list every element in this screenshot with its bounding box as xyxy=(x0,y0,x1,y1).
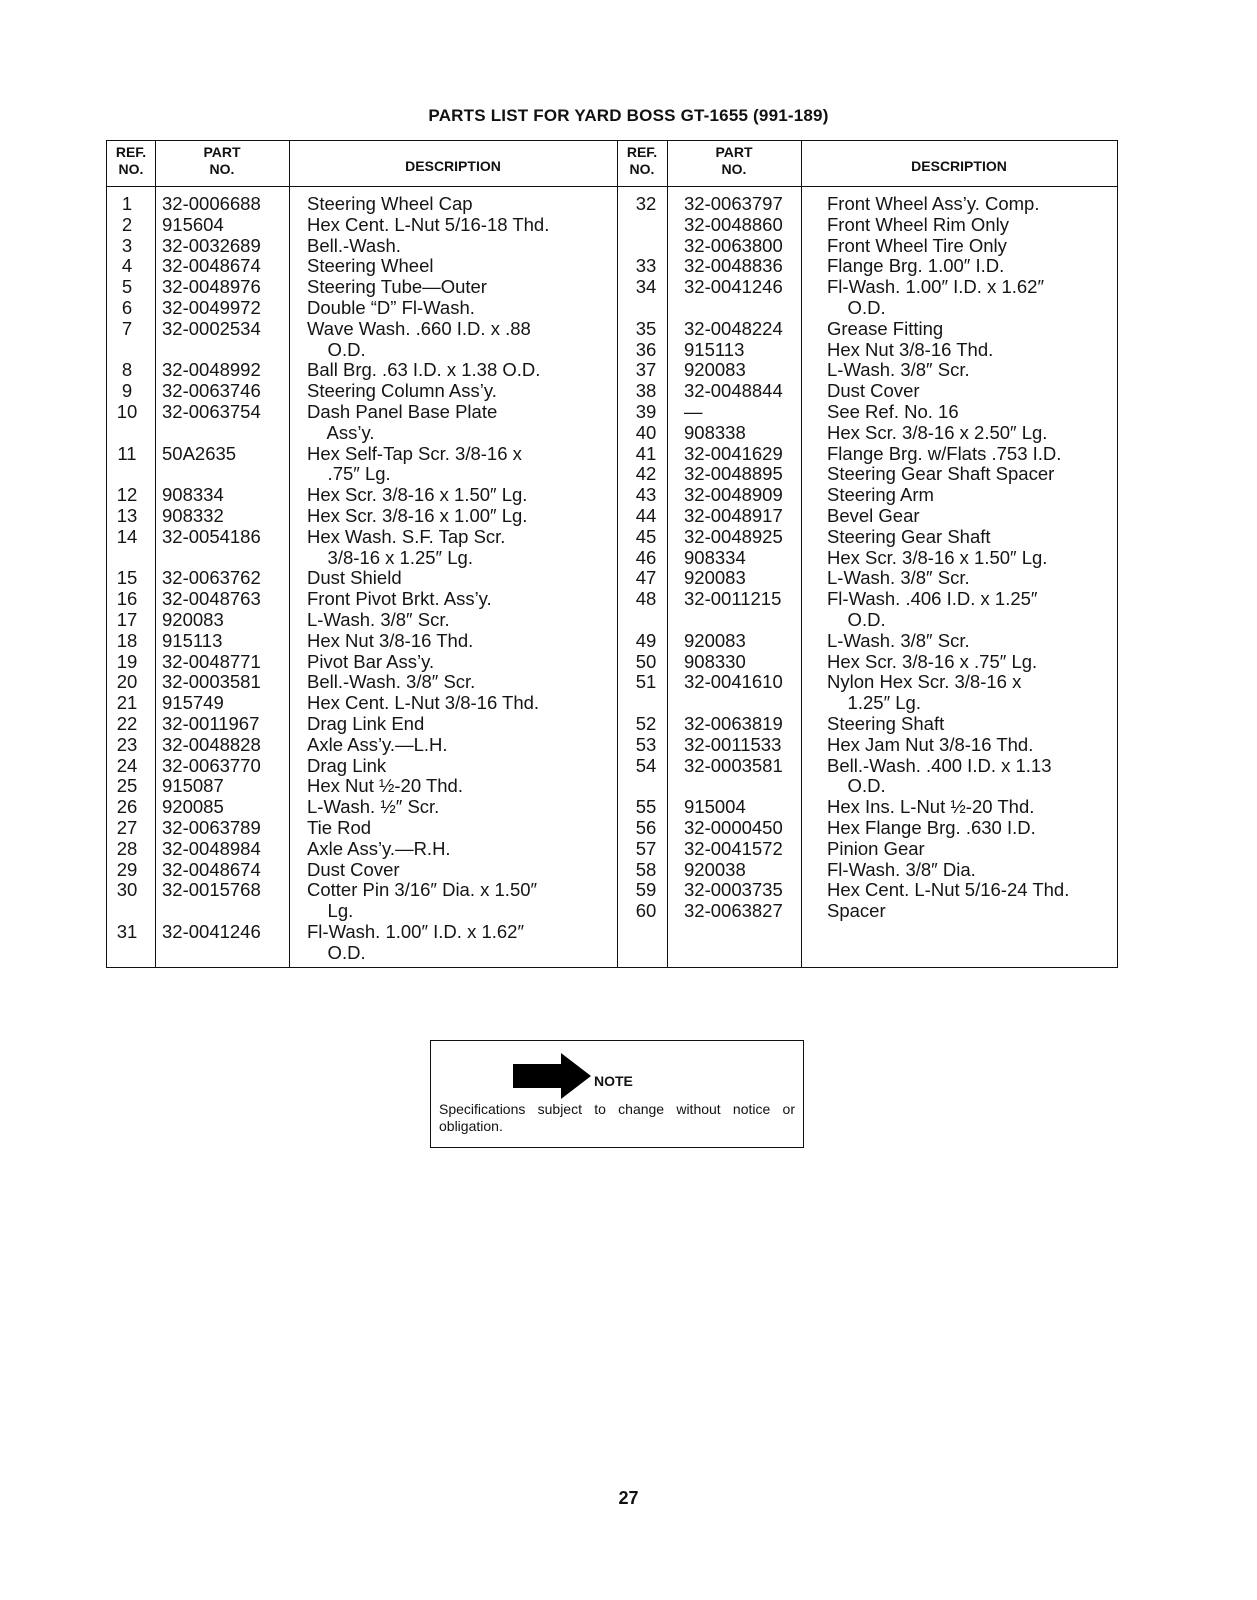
header-description: DESCRIPTION xyxy=(911,158,1007,174)
note-box xyxy=(430,1040,804,1148)
description-column: Steering Wheel Cap Hex Cent. L-Nut 5/16-18 Thd. Bell.-Wash. Steering Wheel Steering Tube—Outer Double “D” Fl-Wash. Wave Wash. .660 I.D. x .88 O.D. Ball Brg. .63 I.D. x 1.38 O.D. Steering Column Ass’y. Dash Panel Base Plate Ass’y. Hex Self-Tap Scr. 3/8-16 x .75″ Lg. Hex Scr. 3/8-16 x 1.50″ Lg. Hex Scr. 3/8-16 x 1.00″ Lg. Hex Wash. S.F. Tap Scr. 3/8-16 x 1.25″ Lg. Dust Shield Front Pivot Brkt. Ass’y. L-Wash. 3/8″ Scr. Hex Nut 3/8-16 Thd. Pivot Bar Ass’y. Bell.-Wash. 3/8″ Scr. Hex Cent. L-Nut 3/8-16 Thd. Drag Link End Axle Ass’y.—L.H. Drag Link Hex Nut ½-20 Thd. L-Wash. ½″ Scr. Tie Rod Axle Ass’y.—R.H. Dust Cover Cotter Pin 3/16″ Dia. x 1.50″ Lg. Fl-Wash. 1.00″ I.D. x 1.62″ O.D. xyxy=(307,193,550,963)
part-no-column: 32-0063797 32-0048860 32-0063800 32-0048836 32-0041246 32-0048224 915113 920083 32-0048844 — 908338 32-0041629 32-0048895 32-0048909 32-0048917 32-0048925 908334 920083 32-0011215 920083 908330 32-0041610 32-0063819 32-0011533 32-0003581 915004 32-0000450 32-0041572 920038 32-0003735 32-0063827 xyxy=(684,193,783,922)
ref-no-column: 1 2 3 4 5 6 7 8 9 10 11 12 13 14 15 16 17 18 19 20 21 22 23 24 25 26 27 28 29 30 31 xyxy=(116,193,138,942)
header-divider xyxy=(107,186,1117,187)
column-divider xyxy=(289,141,290,967)
ref-no-column: 32 33 34 35 36 37 38 39 40 41 42 43 44 45 46 47 48 49 50 51 52 53 54 55 56 57 58 59 60 xyxy=(635,193,657,922)
arrow-right-icon xyxy=(513,1053,593,1099)
header-ref-no: REF. NO. xyxy=(626,144,658,177)
column-divider xyxy=(155,141,156,967)
note-title: NOTE xyxy=(594,1073,633,1089)
part-no-column: 32-0006688 915604 32-0032689 32-0048674 32-0048976 32-0049972 32-0002534 32-0048992 32-0063746 32-0063754 50A2635 908334 908332 32-0054186 32-0063762 32-0048763 920083 915113 32-0048771 32-0003581 915749 32-0011967 32-0048828 32-0063770 915087 920085 32-0063789 32-0048984 32-0048674 32-0015768 32-0041246 xyxy=(162,193,261,942)
page-title: PARTS LIST FOR YARD BOSS GT-1655 (991-189) xyxy=(428,106,829,125)
header-part-no: PART NO. xyxy=(203,144,241,177)
column-divider xyxy=(801,141,802,967)
header-ref-no: REF. NO. xyxy=(115,144,147,177)
header-description: DESCRIPTION xyxy=(405,158,501,174)
page-number: 27 xyxy=(618,1488,639,1508)
description-column: Front Wheel Ass’y. Comp. Front Wheel Rim Only Front Wheel Tire Only Flange Brg. 1.00″ I.D. Fl-Wash. 1.00″ I.D. x 1.62″ O.D. Grease Fitting Hex Nut 3/8-16 Thd. L-Wash. 3/8″ Scr. Dust Cover See Ref. No. 16 Hex Scr. 3/8-16 x 2.50″ Lg. Flange Brg. w/Flats .753 I.D. Steering Gear Shaft Spacer Steering Arm Bevel Gear Steering Gear Shaft Hex Scr. 3/8-16 x 1.50″ Lg. L-Wash. 3/8″ Scr. Fl-Wash. .406 I.D. x 1.25″ O.D. L-Wash. 3/8″ Scr. Hex Scr. 3/8-16 x .75″ Lg. Nylon Hex Scr. 3/8-16 x 1.25″ Lg. Steering Shaft Hex Jam Nut 3/8-16 Thd. Bell.-Wash. .400 I.D. x 1.13 O.D. Hex Ins. L-Nut ½-20 Thd. Hex Flange Brg. .630 I.D. Pinion Gear Fl-Wash. 3/8″ Dia. Hex Cent. L-Nut 5/16-24 Thd. Spacer xyxy=(827,193,1070,922)
parts-table xyxy=(106,140,1118,968)
column-divider xyxy=(617,141,618,967)
note-text: Specifications subject to change without notice or obligation. xyxy=(439,1101,795,1134)
header-part-no: PART NO. xyxy=(715,144,753,177)
